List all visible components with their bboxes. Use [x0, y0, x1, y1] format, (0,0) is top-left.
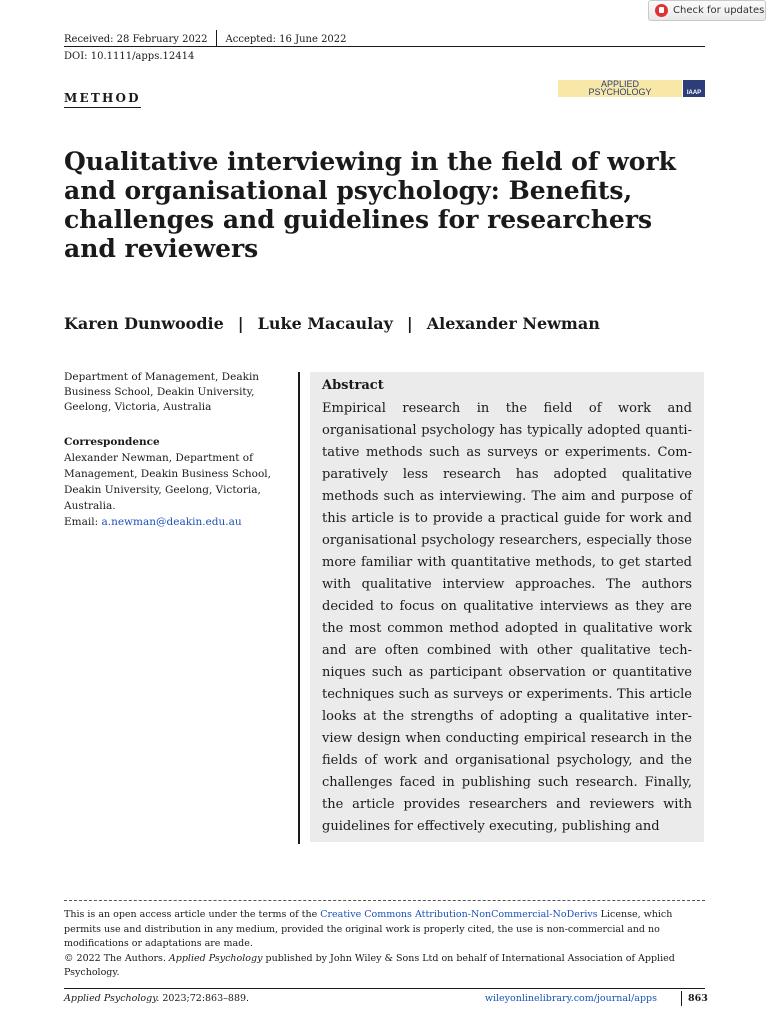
author-list — [64, 314, 600, 333]
correspondence-text: Alexander Newman, Department of Management, Deakin Business School, Deakin University, Geelong, Victoria, Australia. — [64, 452, 272, 512]
iaap-badge: IAAP — [683, 80, 705, 97]
abstract-divider — [298, 372, 300, 844]
accepted-date: Accepted: 16 June 2022 — [225, 34, 347, 45]
abstract-text: Empirical research in the field of work and organisational psychology has typically adopted quantitative methods such as surveys or experiments. Comparatively less research has adopted qualitative methods such as interviewing. The aim and purpose of this article is to provide a practical guide for work and organisational psychology researchers, especially those more familiar with quantitative methods, to get started with qualitative interview approaches. The authors decided to focus on qualitative interviews as they are the most common method adopted in qualitative work and are often combined with other qualitative techniques such as participant observation or quantitative techniques such as surveys or experiments. This article looks at the strengths of adopting a qualitative interview design when conducting empirical research in the fields of work and organisational psychology, and the challenges faced in publishing such research. Finally, the article provides researchers and reviewers with guidelines for effectively executing, publishing and — [322, 401, 692, 834]
author-separator: | — [406, 314, 413, 333]
footnote-divider — [64, 900, 705, 901]
doi[interactable]: DOI: 10.1111/apps.12414 — [64, 51, 195, 62]
copyright-journal: Applied Psychology — [168, 952, 263, 964]
correspondence — [64, 434, 276, 530]
article-title: Qualitative interviewing in the field of work and organisational psychology: Benefits, challenges and guidelines for researchers and reviewers — [64, 147, 676, 263]
logo-line-2: PSYCHOLOGY — [588, 87, 652, 97]
author-separator: | — [237, 314, 244, 333]
correspondence-heading: Correspondence — [64, 436, 160, 448]
abstract-heading: Abstract — [322, 378, 384, 393]
author-name[interactable]: Luke Macaulay — [257, 314, 393, 333]
received-date: Received: 28 February 2022 — [64, 34, 208, 45]
header-rule — [64, 46, 705, 47]
logo-line-1: APPLIED — [600, 79, 640, 89]
journal-citation — [64, 993, 249, 1004]
license-text-pre: This is an open access article under the terms of the — [64, 909, 321, 920]
bookmark-icon — [655, 4, 668, 17]
license-link[interactable]: Creative Commons Attribution-NonCommercial-NoDerivs — [320, 909, 598, 920]
article-dates — [64, 30, 347, 47]
email-link[interactable]: a.newman@deakin.edu.au — [101, 516, 242, 528]
check-for-updates-label: Check for updates — [673, 5, 765, 16]
page-number-divider — [681, 991, 682, 1006]
license-text-post: License, which permits use and distribution in any medium, provided the original work is properly cited, the use is non-commercial and no modifications or adaptations are made. — [64, 909, 673, 949]
check-for-updates-button[interactable] — [648, 0, 766, 21]
affiliation: Department of Management, Deakin Business School, Deakin University, Geelong, Victoria, Australia — [64, 371, 260, 413]
footer-rule — [64, 988, 705, 989]
author-name[interactable]: Karen Dunwoodie — [64, 314, 224, 333]
journal-name: Applied Psychology. — [64, 993, 160, 1004]
journal-url[interactable]: wileyonlinelibrary.com/journal/apps — [484, 993, 657, 1004]
author-name[interactable]: Alexander Newman — [426, 314, 600, 333]
section-label: METHOD — [64, 91, 141, 108]
page-number: 863 — [688, 993, 708, 1004]
journal-logo — [558, 80, 705, 97]
copyright-post: published by John Wiley & Sons Ltd on behalf of International Association of Applied Psychology. — [64, 952, 675, 978]
header-divider — [216, 30, 217, 47]
copyright-pre: © 2022 The Authors. — [64, 952, 169, 964]
email-label: Email: — [64, 516, 102, 528]
citation: 2023;72:863–889. — [159, 993, 250, 1004]
license-footnote — [64, 908, 704, 981]
